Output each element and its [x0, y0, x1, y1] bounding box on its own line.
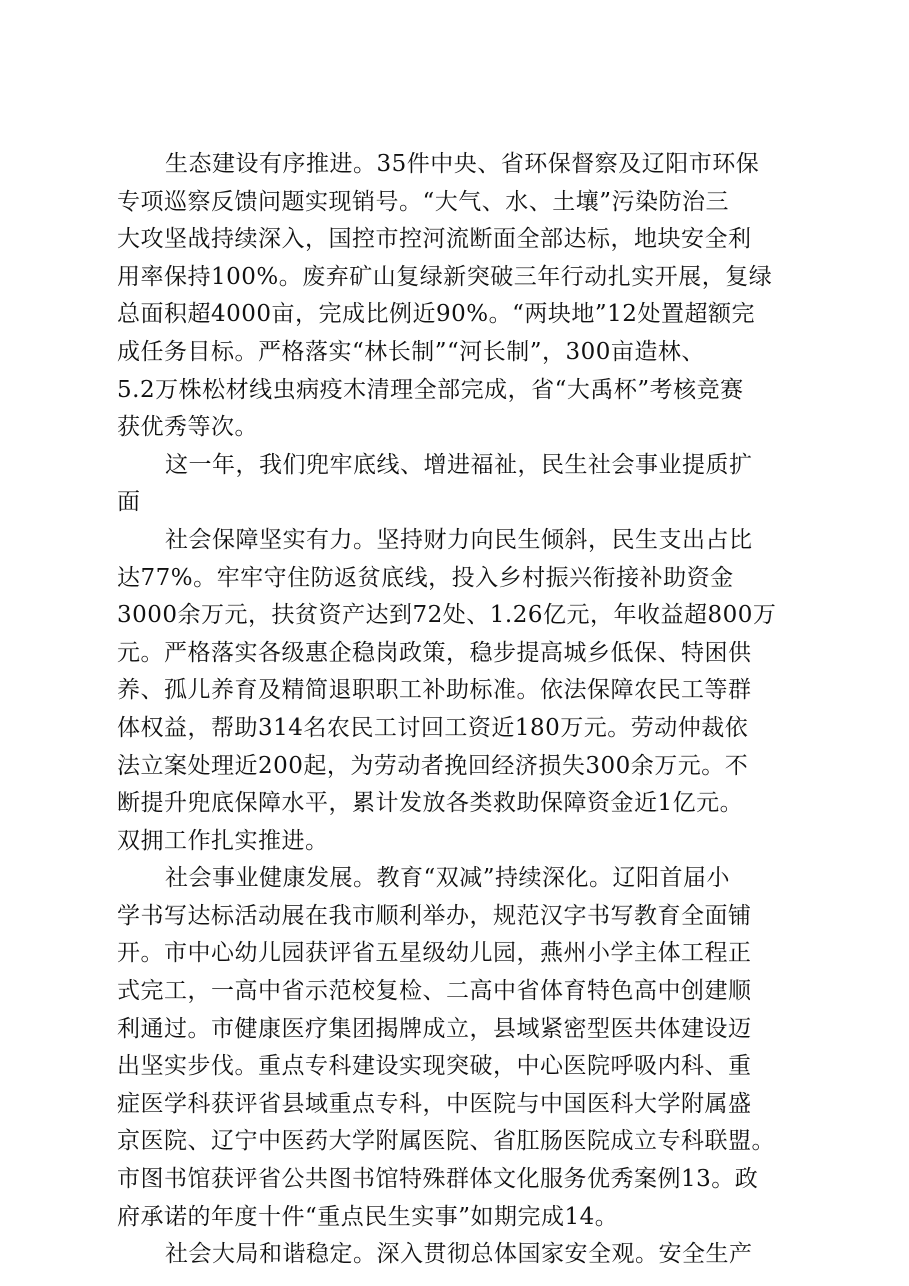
paragraph-line: 获优秀等次。 — [117, 414, 258, 441]
paragraph-line: 式完工，一高中省示范校复检、二高中省体育特色高中创建顺 — [117, 978, 752, 1005]
paragraph-line: 体权益，帮助314名农民工讨回工资近180万元。劳动仲裁依 — [117, 714, 749, 741]
paragraph-line: 专项巡察反馈问题实现销号。“大气、水、土壤”污染防治三 — [117, 188, 730, 215]
paragraph-line: 社会事业健康发展。教育“双减”持续深化。辽阳首届小 — [165, 865, 731, 892]
body-text — [117, 146, 817, 1274]
paragraph-line: 生态建设有序推进。35件中央、省环保督察及辽阳市环保 — [165, 151, 760, 177]
paragraph-line: 达77%。牢牢守住防返贫底线，投入乡村振兴衔接补助资金 — [117, 564, 734, 591]
paragraph-line: 府承诺的年度十件“重点民生实事”如期完成14。 — [117, 1203, 619, 1230]
paragraph-line: 学书写达标活动展在我市顺利举办，规范汉字书写教育全面铺 — [117, 902, 752, 929]
paragraph-line: 开。市中心幼儿园获评省五星级幼儿园，燕州小学主体工程正 — [117, 940, 752, 967]
paragraph-line: 用率保持100%。废弃矿山复绿新突破三年行动扎实开展，复绿 — [117, 263, 773, 290]
paragraph-line: 双拥工作扎实推进。 — [117, 827, 329, 854]
paragraph-line: 大攻坚战持续深入，国控市控河流断面全部达标，地块安全利 — [117, 226, 752, 253]
paragraph-line: 养、孤儿养育及精简退职职工补助标准。依法保障农民工等群 — [117, 677, 752, 704]
paragraph-line: 总面积超4000亩，完成比例近90%。“两块地”12处置超额完 — [117, 301, 755, 328]
paragraph-line: 症医学科获评省县域重点专科，中医院与中国医科大学附属盛 — [117, 1090, 752, 1117]
paragraph-line: 社会保障坚实有力。坚持财力向民生倾斜，民生支出占比 — [165, 526, 753, 553]
paragraph-line: 社会大局和谐稳定。深入贯彻总体国家安全观。安全生产 — [165, 1241, 753, 1268]
paragraph-line: 成任务目标。严格落实“林长制”“河长制”，300亩造林、 — [117, 338, 705, 365]
paragraph-line: 法立案处理近200起，为劳动者挽回经济损失300余万元。不 — [117, 752, 749, 779]
paragraph-line: 京医院、辽宁中医药大学附属医院、省肛肠医院成立专科联盟。 — [117, 1128, 775, 1155]
paragraph-line: 出坚实步伐。重点专科建设实现突破，中心医院呼吸内科、重 — [117, 1053, 752, 1080]
section-heading-line: 面 — [117, 489, 141, 516]
paragraph-line: 断提升兜底保障水平，累计发放各类救助保障资金近1亿元。 — [117, 790, 744, 817]
paragraph-line: 利通过。市健康医疗集团揭牌成立，县域紧密型医共体建设迈 — [117, 1015, 752, 1042]
section-heading-line: 这一年，我们兜牢底线、增进福祉，民生社会事业提质扩 — [165, 451, 753, 478]
paragraph-line: 5.2万株松材线虫病疫木清理全部完成，省“大禹杯”考核竞赛 — [117, 376, 744, 403]
paragraph-line: 3000余万元，扶贫资产达到72处、1.26亿元，年收益超800万 — [117, 602, 777, 629]
paragraph-line: 元。严格落实各级惠企稳岗政策，稳步提高城乡低保、特困供 — [117, 639, 752, 666]
paragraph-line: 市图书馆获评省公共图书馆特殊群体文化服务优秀案例13。政 — [117, 1166, 759, 1193]
